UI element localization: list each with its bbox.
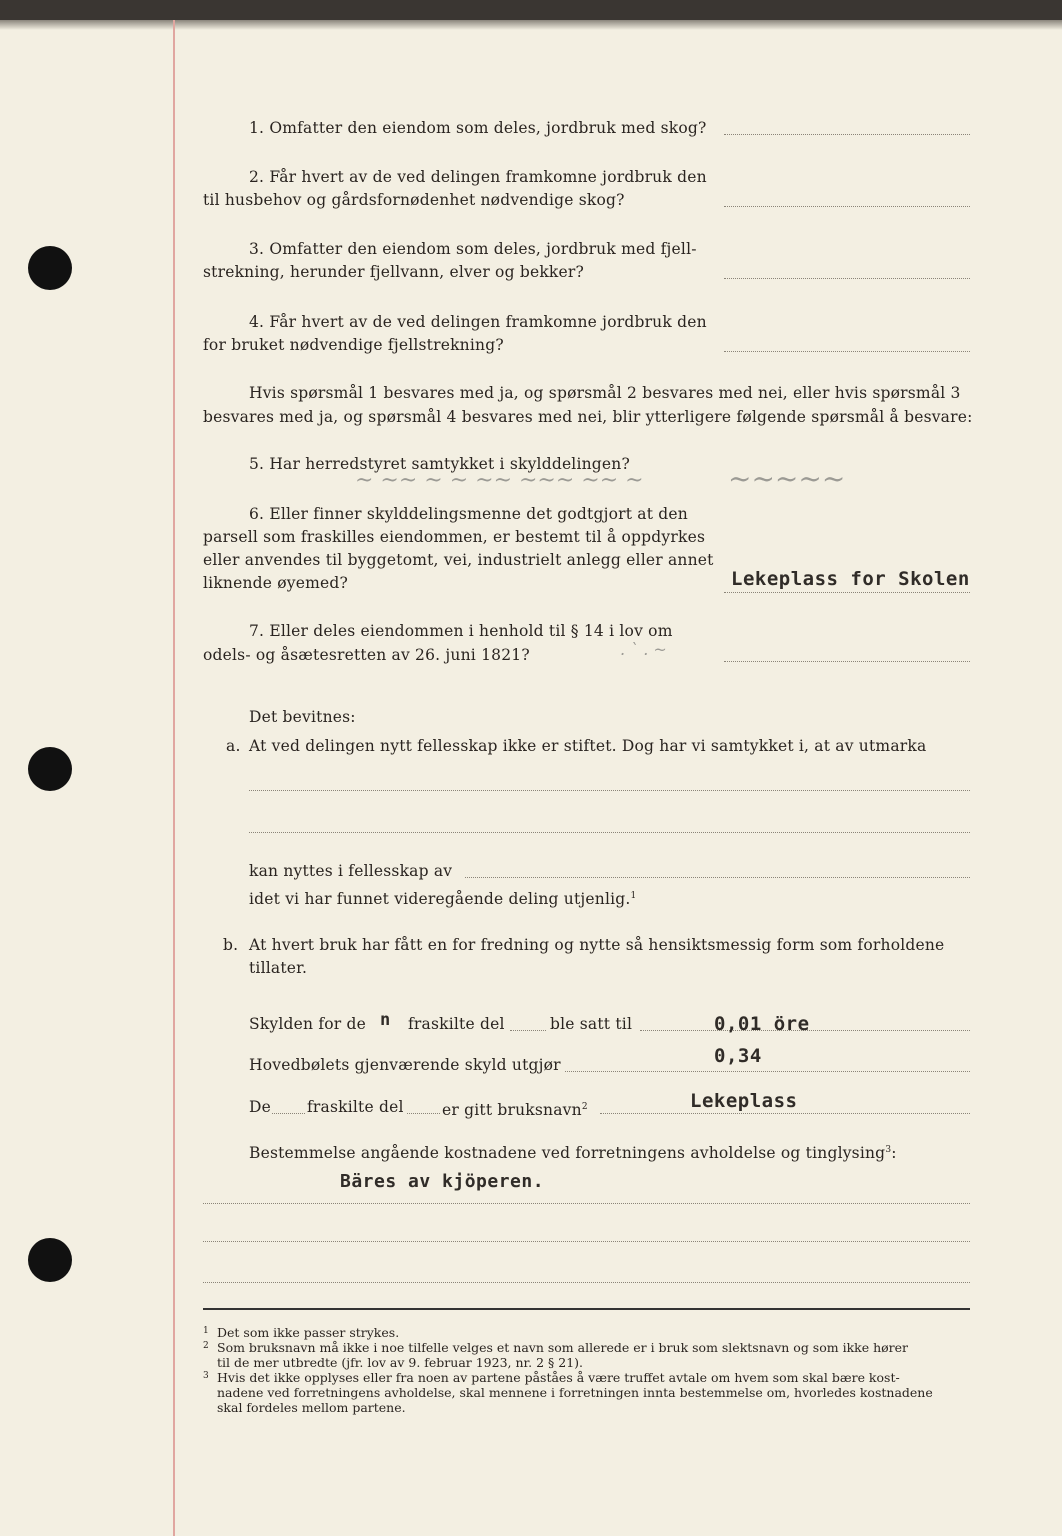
question-7-line-1: 7. Eller deles eiendommen i henhold til § 14 i lov om — [249, 622, 673, 640]
costs-footnote-ref: 3 — [885, 1145, 892, 1155]
section-b-marker: b. — [223, 936, 239, 954]
costs-value[interactable]: Bäres av kjöperen. — [340, 1171, 545, 1192]
question-4-line-2: for bruket nødvendige fjellstrekning? — [203, 336, 504, 354]
testimony-heading: Det bevitnes: — [249, 708, 356, 726]
punch-hole-top — [28, 246, 72, 290]
footnote-3-line-1: Hvis det ikke opplyses eller fra noen av partene påståes å være truffet avtale om hvem som skal bære kost- — [217, 1370, 900, 1385]
answer-6-line — [724, 592, 970, 593]
footnote-1-number: 1 — [203, 1326, 209, 1336]
answer-7-line[interactable] — [724, 661, 970, 662]
bruksnavn-value[interactable]: Lekeplass — [690, 1090, 798, 1112]
section-a-fill-line-1[interactable] — [249, 790, 970, 791]
section-a-shared-use: kan nyttes i fellesskap av — [249, 862, 453, 880]
answer-4-line[interactable] — [724, 351, 970, 352]
intro-line-2: besvares med ja, og spørsmål 4 besvares med nei, blir ytterligere følgende spørsmål å besvare: — [203, 408, 973, 426]
bruksnavn-label-a: De — [249, 1098, 272, 1116]
question-1: 1. Omfatter den eiendom som deles, jordbruk med skog? — [249, 119, 707, 137]
footnote-2-line-2: til de mer utbredte (jfr. lov av 9. februar 1923, nr. 2 § 21). — [217, 1355, 583, 1370]
footnote-separator — [203, 1308, 970, 1310]
bruksnavn-fill-2 — [407, 1113, 440, 1114]
section-a-conclusion: idet vi har funnet videregående deling utjenlig. — [249, 890, 631, 909]
scan-top-edge — [0, 0, 1062, 20]
skyld-label-c: ble satt til — [550, 1015, 633, 1033]
section-a-fill-line-2[interactable] — [249, 832, 970, 833]
crossed-out-marks: ~ ~~ ~ ~ ~~ ~~~ ~~ ~ — [355, 468, 644, 493]
question-5: 5. Har herredstyret samtykket i skylddelingen? — [249, 455, 630, 473]
question-6-line-2: parsell som fraskilles eiendommen, er bestemt til å oppdyrkes — [203, 528, 706, 546]
bruksnavn-label-c: er gitt bruksnavn — [442, 1101, 582, 1120]
question-2-line-2: til husbehov og gårdsfornødenhet nødvendige skog? — [203, 191, 625, 209]
question-3-line-2: strekning, herunder fjellvann, elver og bekker? — [203, 263, 585, 281]
bruksnavn-label-c-line — [442, 1096, 588, 1122]
skyld-label-a: Skylden for de — [249, 1015, 367, 1033]
handwritten-strikeout: ~~~~~ — [728, 462, 846, 495]
question-6-line-1: 6. Eller finner skylddelingsmenne det godtgjort at den — [249, 505, 688, 523]
hovedbol-value[interactable]: 0,34 — [714, 1045, 762, 1067]
section-a-text: At ved delingen nytt fellesskap ikke er stiftet. Dog har vi samtykket i, at av utmarka — [249, 737, 927, 755]
punch-hole-middle — [28, 747, 72, 791]
footnote-3-line-2: nadene ved forretningens avholdelse, skal mennene i forretningen innta bestemmelse om, hvorledes kostnadene — [217, 1385, 933, 1400]
footnote-3-number: 3 — [203, 1371, 209, 1381]
skyld-typed-n[interactable]: n — [380, 1010, 391, 1030]
footnote-2-line-1: Som bruksnavn må ikke i noe tilfelle velges et navn som allerede er i bruk som slektsnavn og som ikke hører — [217, 1340, 909, 1355]
hovedbol-value-line — [565, 1071, 970, 1072]
costs-label-line — [249, 1139, 897, 1165]
footnote-1-line-1: Det som ikke passer strykes. — [217, 1325, 400, 1340]
question-4-line-1: 4. Får hvert av de ved delingen framkomne jordbruk den — [249, 313, 707, 331]
skyld-label-b: fraskilte del — [408, 1015, 505, 1033]
faint-marks: . ` . ~ — [620, 640, 667, 659]
scan-top-shadow — [0, 20, 1062, 30]
section-a-shared-use-line[interactable] — [465, 877, 970, 878]
question-6-line-4: liknende øyemed? — [203, 574, 349, 592]
section-a-footnote-ref: 1 — [630, 891, 637, 901]
costs-fill-line-3 — [203, 1282, 970, 1283]
costs-label-colon: : — [891, 1144, 897, 1163]
bruksnavn-value-line — [600, 1113, 970, 1114]
skyld-fill-short — [510, 1030, 546, 1031]
answer-2-line[interactable] — [724, 206, 970, 207]
costs-fill-line-1 — [203, 1203, 970, 1204]
intro-line-1: Hvis spørsmål 1 besvares med ja, og spørsmål 2 besvares med nei, eller hvis spørsmål 3 — [249, 384, 961, 402]
section-a-marker: a. — [226, 737, 241, 755]
bruksnavn-footnote-ref: 2 — [581, 1102, 588, 1112]
costs-label: Bestemmelse angående kostnadene ved forretningens avholdelse og tinglysing — [249, 1144, 886, 1163]
question-7-line-2: odels- og åsætesretten av 26. juni 1821? — [203, 646, 530, 664]
section-b-line-1: At hvert bruk har fått en for fredning og nytte så hensiktsmessig form som forholdene — [249, 936, 945, 954]
answer-6-typed[interactable]: Lekeplass for Skolen — [731, 568, 970, 590]
hovedbol-label: Hovedbølets gjenværende skyld utgjør — [249, 1056, 561, 1074]
answer-3-line[interactable] — [724, 278, 970, 279]
footnote-2-number: 2 — [203, 1341, 209, 1351]
margin-line — [173, 20, 175, 1536]
skyld-value[interactable]: 0,01 öre — [714, 1013, 810, 1035]
section-a-conclusion-line — [249, 885, 636, 911]
bruksnavn-label-b: fraskilte del — [307, 1098, 404, 1116]
section-b-line-2: tillater. — [249, 959, 308, 977]
question-6-line-3: eller anvendes til byggetomt, vei, industrielt anlegg eller annet — [203, 551, 714, 569]
answer-1-line[interactable] — [724, 134, 970, 135]
bruksnavn-fill-1 — [272, 1113, 305, 1114]
costs-fill-line-2 — [203, 1241, 970, 1242]
question-3-line-1: 3. Omfatter den eiendom som deles, jordbruk med fjell- — [249, 240, 697, 258]
question-2-line-1: 2. Får hvert av de ved delingen framkomne jordbruk den — [249, 168, 707, 186]
punch-hole-bottom — [28, 1238, 72, 1282]
footnote-3-line-3: skal fordeles mellom partene. — [217, 1400, 406, 1415]
